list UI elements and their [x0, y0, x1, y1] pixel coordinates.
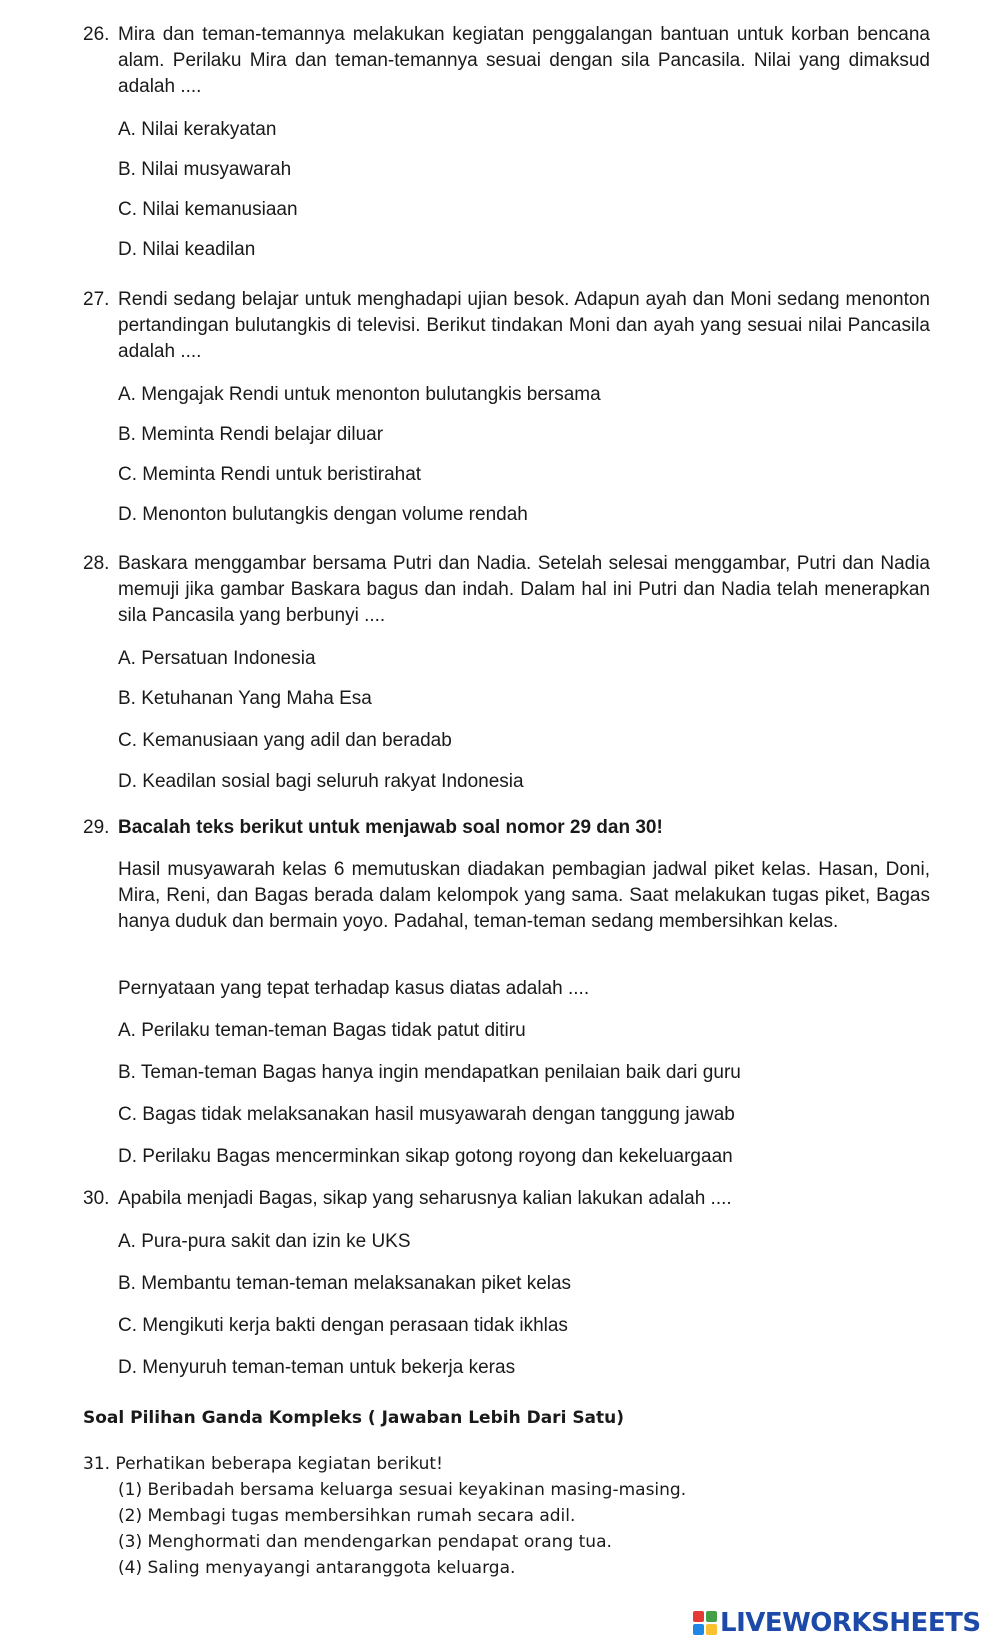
option-28d[interactable]: D. Keadilan sosial bagi seluruh rakyat Indonesia	[118, 771, 524, 792]
option-30d[interactable]: D. Menyuruh teman-teman untuk bekerja keras	[118, 1357, 516, 1378]
question-instruction: Bacalah teks berikut untuk menjawab soal nomor 29 dan 30!	[118, 817, 663, 838]
question-stem: Rendi sedang belajar untuk menghadapi ujian besok. Adapun ayah dan Moni sedang menonton pertandingan bulutangkis di televisi. Berikut tindakan Moni dan ayah yang sesuai nilai Pancasila adalah ....	[118, 289, 930, 362]
option-26c[interactable]: C. Nilai kemanusiaan	[118, 199, 298, 220]
q31-item-3: (3) Menghormati dan mendengarkan pendapat orang tua.	[118, 1532, 612, 1552]
question-26	[83, 22, 930, 100]
liveworksheets-brand	[693, 1608, 981, 1638]
question-number: 26.	[83, 24, 110, 45]
option-30c[interactable]: C. Mengikuti kerja bakti dengan perasaan tidak ikhlas	[118, 1315, 568, 1336]
question-prompt: Pernyataan yang tepat terhadap kasus diatas adalah ....	[118, 978, 590, 999]
option-26a[interactable]: A. Nilai kerakyatan	[118, 119, 277, 140]
question-stem: Apabila menjadi Bagas, sikap yang seharusnya kalian lakukan adalah ....	[118, 1188, 732, 1209]
option-29a[interactable]: A. Perilaku teman-teman Bagas tidak patut ditiru	[118, 1020, 526, 1041]
question-number: 30.	[83, 1188, 110, 1209]
option-27a[interactable]: A. Mengajak Rendi untuk menonton bulutangkis bersama	[118, 384, 601, 405]
q31-item-4: (4) Saling menyayangi antaranggota keluarga.	[118, 1558, 516, 1578]
option-29d[interactable]: D. Perilaku Bagas mencerminkan sikap gotong royong dan kekeluargaan	[118, 1146, 733, 1167]
question-number: 27.	[83, 289, 110, 310]
option-27c[interactable]: C. Meminta Rendi untuk beristirahat	[118, 464, 422, 485]
q31-item-1: (1) Beribadah bersama keluarga sesuai keyakinan masing-masing.	[118, 1480, 687, 1500]
liveworksheets-logo-icon	[693, 1611, 717, 1635]
question-stem: Baskara menggambar bersama Putri dan Nadia. Setelah selesai menggambar, Putri dan Nadia memuji jika gambar Baskara bagus dan indah. Dalam hal ini Putri dan Nadia telah menerapkan sila Pancasila yang berbunyi ....	[118, 553, 930, 626]
reading-passage: Hasil musyawarah kelas 6 memutuskan diadakan pembagian jadwal piket kelas. Hasan, Doni, Mira, Reni, dan Bagas berada dalam kelompok yang sama. Saat melakukan tugas piket, Bagas hanya duduk dan bermain yoyo. Padahal, teman-teman sedang membersihkan kelas.	[118, 859, 930, 932]
question-stem: Mira dan teman-temannya melakukan kegiatan penggalangan bantuan untuk korban bencana alam. Perilaku Mira dan teman-temannya sesuai dengan sila Pancasila. Nilai yang dimaksud adalah ....	[118, 24, 930, 97]
option-27d[interactable]: D. Menonton bulutangkis dengan volume rendah	[118, 504, 528, 525]
option-26d[interactable]: D. Nilai keadilan	[118, 239, 256, 260]
option-29b[interactable]: B. Teman-teman Bagas hanya ingin mendapatkan penilaian baik dari guru	[118, 1062, 741, 1083]
question-30	[83, 1186, 930, 1212]
option-28c[interactable]: C. Kemanusiaan yang adil dan beradab	[118, 730, 452, 751]
question-28	[83, 551, 930, 629]
brand-name: LIVEWORKSHEETS	[720, 1608, 981, 1638]
option-30b[interactable]: B. Membantu teman-teman melaksanakan piket kelas	[118, 1273, 572, 1294]
q31-item-2: (2) Membagi tugas membersihkan rumah secara adil.	[118, 1506, 576, 1526]
question-31-stem: 31. Perhatikan beberapa kegiatan berikut!	[83, 1454, 443, 1474]
option-28a[interactable]: A. Persatuan Indonesia	[118, 648, 316, 669]
section-title: Soal Pilihan Ganda Kompleks ( Jawaban Lebih Dari Satu)	[83, 1408, 625, 1428]
question-27	[83, 287, 930, 365]
question-number: 28.	[83, 553, 110, 574]
option-27b[interactable]: B. Meminta Rendi belajar diluar	[118, 424, 384, 445]
option-30a[interactable]: A. Pura-pura sakit dan izin ke UKS	[118, 1231, 411, 1252]
option-28b[interactable]: B. Ketuhanan Yang Maha Esa	[118, 688, 372, 709]
question-number: 29.	[83, 817, 110, 838]
question-29	[83, 815, 930, 841]
option-29c[interactable]: C. Bagas tidak melaksanakan hasil musyawarah dengan tanggung jawab	[118, 1104, 735, 1125]
option-26b[interactable]: B. Nilai musyawarah	[118, 159, 292, 180]
